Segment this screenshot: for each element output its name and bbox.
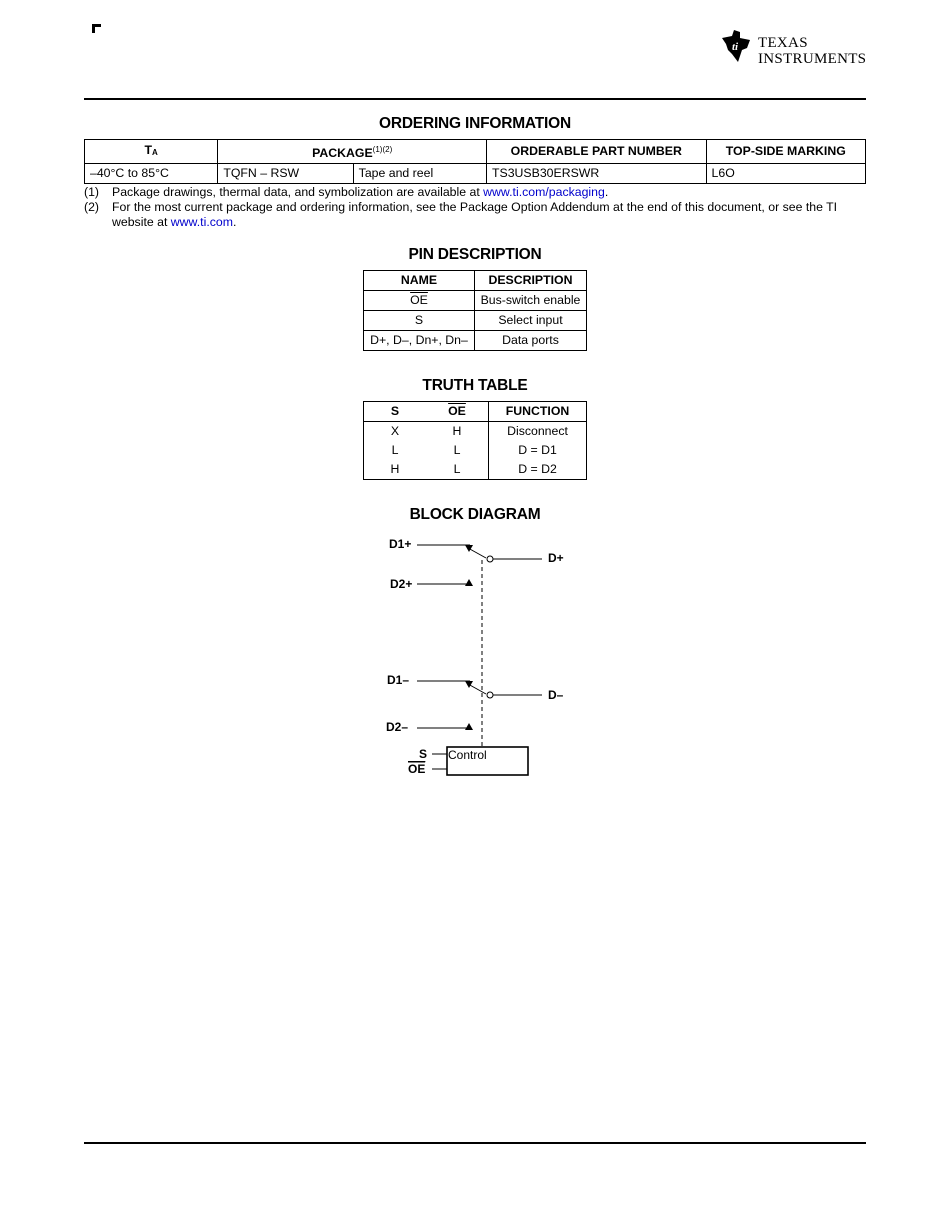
label-d1p: D1+ [389,537,412,551]
ti-logo [720,28,870,68]
cell-name: D+, D–, Dn+, Dn– [364,331,475,351]
footnotes [84,185,866,230]
header-oe: $\overline{OE}$ [426,402,489,422]
pin-description-title: PIN DESCRIPTION [408,246,542,263]
header-function: FUNCTION [489,402,587,422]
ti-website-link[interactable]: www.ti.com [170,215,233,229]
label-d1m: D1– [387,673,410,687]
cell-function: Disconnect [489,422,587,442]
cell-s: X [364,422,427,442]
d1m-arrow [465,681,473,688]
cell-description: Bus-switch enable [475,291,587,311]
footnote-1: (1) Package drawings, thermal data, and symbolization are available at www.ti.com/packaging. [84,185,609,199]
header-ta: $T_A$ [85,140,218,164]
header-description: DESCRIPTION [475,271,587,291]
cell-media: Tape and reel [353,164,486,184]
bottom-switch-arm [468,684,486,694]
header-part: ORDERABLE PART NUMBER [487,140,707,164]
corner-mark [92,24,101,33]
table-row [364,291,587,311]
label-s: S [419,747,428,761]
cell-name: S [364,311,475,331]
table-header-row [85,140,866,164]
label-control: Control [448,748,487,762]
d1p-arrow [465,545,473,552]
block-diagram [380,530,590,790]
ti-logo-icon [720,28,754,64]
table-header-row [364,402,587,422]
company-line1: TEXAS [758,35,808,51]
cell-marking: L6O [706,164,865,184]
cell-name: $\overline{OE}$ [364,291,475,311]
packaging-link[interactable]: www.ti.com/packaging [483,185,605,199]
bottom-switch-node [487,692,493,698]
cell-oe: L [426,441,489,460]
header-name: NAME [364,271,475,291]
table-header-row [364,271,587,291]
label-d2p: D2+ [390,577,413,591]
footer-rule [84,1142,866,1144]
header-s: S [364,402,427,422]
truth-table [363,401,587,480]
label-dp: D+ [548,551,564,565]
label-d2m: D2– [386,720,409,734]
cell-package: TQFN – RSW [218,164,353,184]
table-row [364,331,587,351]
pin-description-table [363,270,587,351]
header-package: PACKAGE$^{(1)(2)}$ [218,140,487,164]
d2m-arrow [465,723,473,730]
table-row [364,311,587,331]
header-marking: TOP-SIDE MARKING [706,140,865,164]
table-row [364,441,587,460]
top-switch-node [487,556,493,562]
ordering-table [84,139,866,184]
block-diagram-title: BLOCK DIAGRAM [409,506,541,523]
table-row [364,460,587,480]
cell-description: Select input [475,311,587,331]
cell-s: H [364,460,427,480]
cell-s: L [364,441,427,460]
ordering-title: ORDERING INFORMATION [378,115,572,132]
cell-oe: H [426,422,489,442]
table-row [85,164,866,184]
ti-wordmark [758,35,866,67]
cell-description: Data ports [475,331,587,351]
cell-function: D = D2 [489,460,587,480]
d2p-arrow [465,579,473,586]
company-line2: INSTRUMENTS [758,51,867,67]
table-row [364,422,587,442]
footnote-2: (2) For the most current package and ordering information, see the Package Option Addendum at the end of this document, or see the TI website at www.ti.com. [84,200,838,229]
cell-ta: –40°C to 85°C [85,164,218,184]
cell-function: D = D1 [489,441,587,460]
label-dm: D– [548,688,564,702]
cell-part: TS3USB30ERSWR [487,164,707,184]
header-rule [84,98,866,100]
label-oe: OE [408,762,426,776]
truth-table-title: TRUTH TABLE [422,377,528,394]
svg-text:ti: ti [732,41,739,53]
cell-oe: L [426,460,489,480]
top-switch-arm [468,548,486,558]
